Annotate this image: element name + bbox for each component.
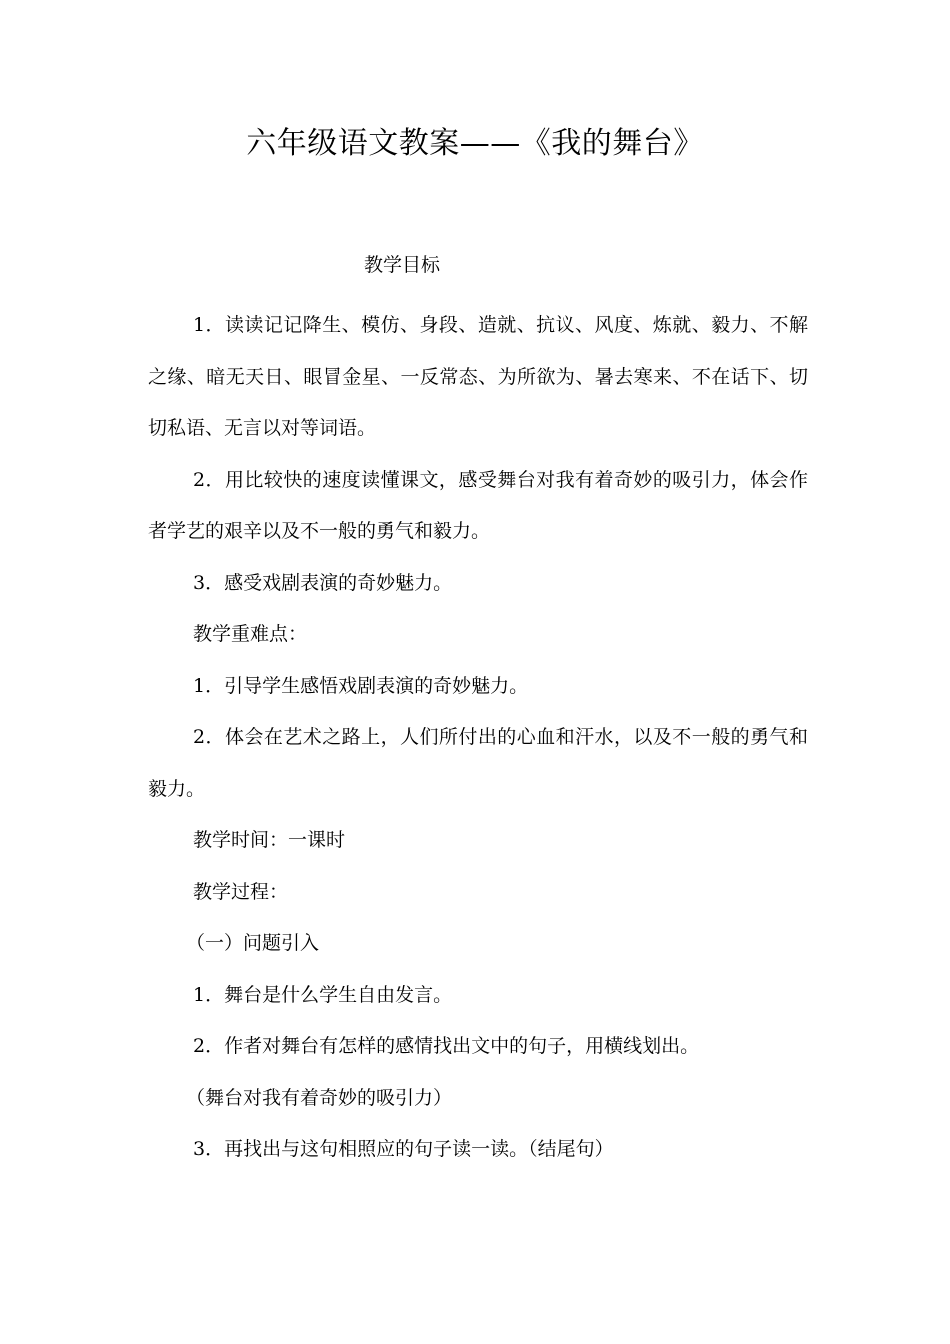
paragraph-goal-3: 3．感受戏剧表演的奇妙魅力。	[193, 571, 453, 594]
paragraph-process-2-answer: （舞台对我有着奇妙的吸引力）	[186, 1086, 453, 1109]
paragraph-key-points-heading: 教学重难点：	[193, 623, 308, 645]
paragraph-process-3: 3．再找出与这句相照应的句子读一读。（结尾句）	[193, 1138, 614, 1160]
paragraph-process-1: 1．舞台是什么学生自由发言。	[193, 983, 453, 1006]
paragraph-goal-1: 1．读读记记降生、模仿、身段、造就、抗议、风度、炼就、毅力、不解之缘、暗无天日、眼冒金星、一反常态、为所欲为、暑去寒来、不在话下、切切私语、无言以对等词语。	[148, 314, 808, 439]
paragraph-teaching-process-heading: 教学过程：	[193, 880, 289, 903]
paragraph-section-one: （一）问题引入	[186, 932, 320, 954]
document-title: 六年级语文教案——《我的舞台》	[246, 126, 704, 161]
document-body	[148, 300, 808, 1176]
paragraph-process-2: 2．作者对舞台有怎样的感情找出文中的句子，用横线划出。	[193, 1035, 700, 1057]
paragraph-teaching-time: 教学时间：一课时	[193, 829, 346, 851]
paragraph-key-point-1: 1．引导学生感悟戏剧表演的奇妙魅力。	[193, 674, 529, 697]
section-heading-teaching-goals: 教学目标	[364, 254, 441, 276]
paragraph-goal-2: 2．用比较快的速度读懂课文，感受舞台对我有着奇妙的吸引力，体会作者学艺的艰辛以及不一般的勇气和毅力。	[148, 468, 808, 542]
paragraph-key-point-2: 2．体会在艺术之路上，人们所付出的心血和汗水，以及不一般的勇气和毅力。	[148, 726, 808, 800]
